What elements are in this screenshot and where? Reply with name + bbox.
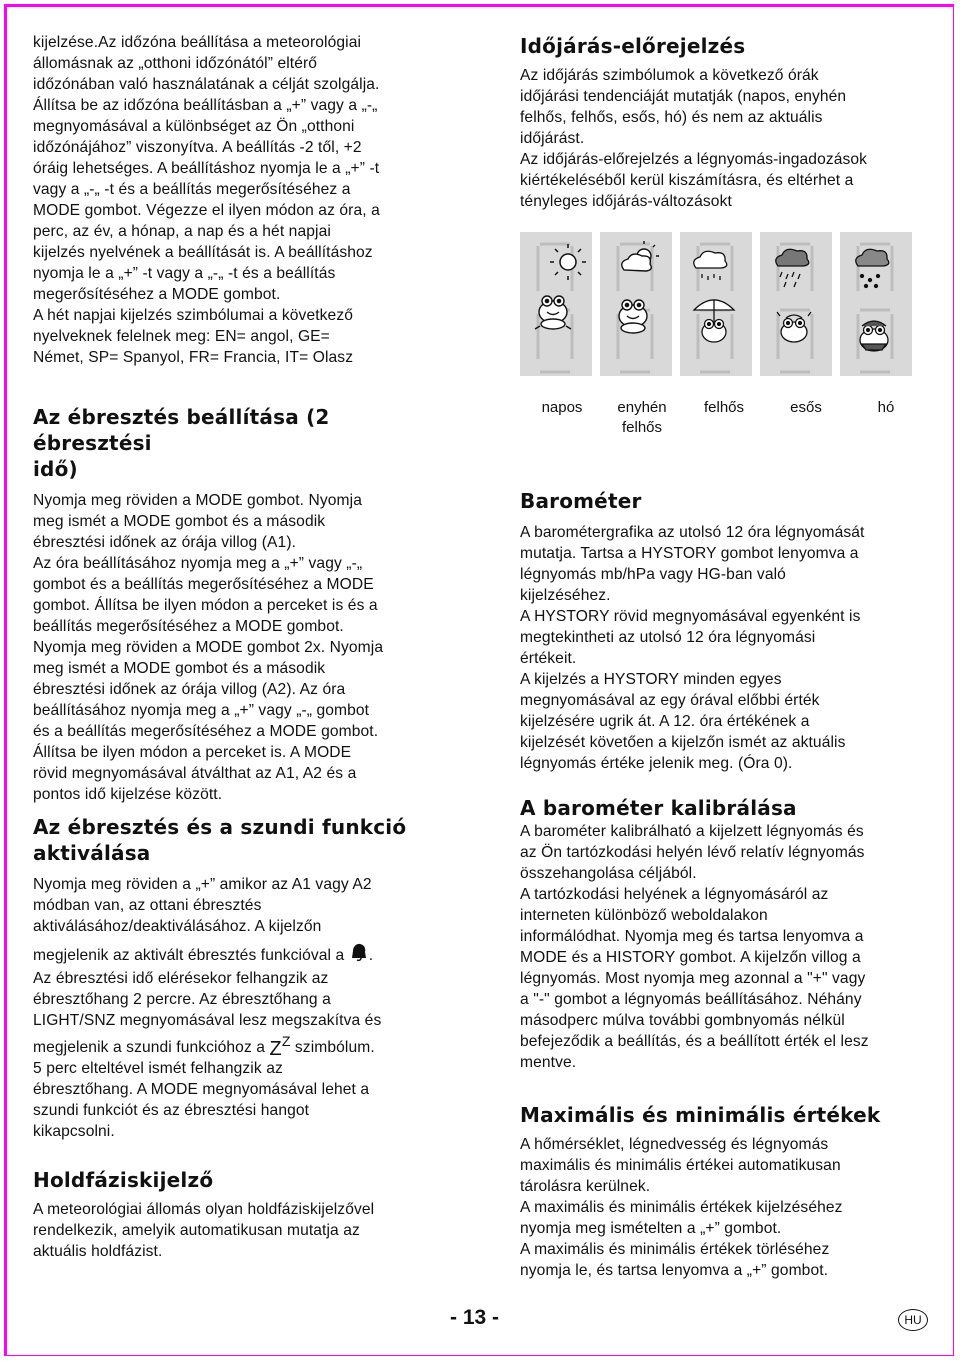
minmax-section bbox=[520, 1102, 940, 1281]
text-line bbox=[33, 942, 463, 968]
text-line: A barométergrafika az utolsó 12 óra légnyomását bbox=[520, 524, 865, 541]
text-line: befejeződik a beállítás, és a beállított érték el lesz bbox=[520, 1033, 869, 1050]
text-line: Az időjárás szimbólumok a következő órák bbox=[520, 67, 819, 84]
weather-label-line: enyhén bbox=[617, 399, 667, 416]
text-line: MODE és a HISTORY gombot. A kijelzőn villog a bbox=[520, 949, 861, 966]
text-line: ébresztési időnek az órája villog (A2). Az óra bbox=[33, 681, 346, 698]
text-line: megnyomásával az egy órával előbbi érték bbox=[520, 692, 820, 709]
weather-label: hó bbox=[877, 399, 895, 416]
language-badge: HU bbox=[898, 1309, 928, 1331]
calibration-heading: A barométer kalibrálása bbox=[520, 796, 797, 820]
heading-line: Az ébresztés és a szundi funkció bbox=[33, 815, 407, 839]
moon-heading: Holdfáziskijelző bbox=[33, 1168, 214, 1192]
snooze-section bbox=[33, 814, 463, 1142]
text-line: Az ébresztési idő elérésekor felhangzik az bbox=[33, 970, 329, 987]
text-line: mutatja. Tartsa a HYSTORY gombot lenyomva a bbox=[520, 545, 859, 562]
text-line: Az időjárás-előrejelzés a légnyomás-ingadozások bbox=[520, 151, 868, 168]
barometer-section bbox=[520, 488, 940, 774]
alarm-section bbox=[33, 404, 453, 805]
forecast-heading: Időjárás-előrejelzés bbox=[520, 34, 746, 58]
text-line: gombot és a beállítás megerősítéséhez a MODE bbox=[33, 576, 374, 593]
intro-paragraph bbox=[33, 32, 453, 368]
text-line: ébresztőhang 2 percre. Az ébresztőhang a bbox=[33, 991, 331, 1008]
z-large: Z bbox=[269, 1038, 282, 1060]
inline-text: szimbólum. bbox=[294, 1039, 375, 1056]
text-line: időzónában való használatának a célját szolgálja. bbox=[33, 76, 380, 93]
text-line: nyelveknek felelnek meg: EN= angol, GE= bbox=[33, 328, 330, 345]
alarm-heading bbox=[33, 404, 453, 482]
text-line: meg ismét a MODE gombot és a második bbox=[33, 660, 326, 677]
text-line: ébresztési időnek az órája villog (A1). bbox=[33, 534, 297, 551]
text-line: megnyomásával a különbséget az Ön „otthoni bbox=[33, 118, 355, 135]
text-line: a "-" gombot a légnyomás beállításához. Néhány bbox=[520, 991, 862, 1008]
text-line: aktiválásához/deaktiválásához. A kijelzőn bbox=[33, 918, 322, 935]
inline-text: . bbox=[368, 947, 374, 964]
text-line bbox=[33, 1033, 463, 1060]
text-line: Állítsa be ilyen módon a perceket is. A MODE bbox=[33, 744, 352, 761]
text-line: kijelzéséhez. bbox=[520, 587, 611, 604]
text-line: rövid megnyomásával átválthat az A1, A2 és a bbox=[33, 765, 357, 782]
text-line: meg ismét a MODE gombot és a második bbox=[33, 513, 326, 530]
text-line: A tartózkodási helyének a légnyomásáról az bbox=[520, 886, 829, 903]
text-line: kikapcsolni. bbox=[33, 1123, 115, 1140]
heading-line: Az ébresztés beállítása (2 ébresztési bbox=[33, 405, 330, 455]
text-line: beállításához nyomja meg a „+” vagy „-„ gombot bbox=[33, 702, 370, 719]
text-line: kijelzés nyelvének a beállítását is. A beállításhoz bbox=[33, 244, 373, 261]
text-line: kijelzése.Az időzóna beállítása a meteorológiai bbox=[33, 34, 362, 51]
text-line: tényleges időjárás-változásokt bbox=[520, 193, 732, 210]
moon-section bbox=[33, 1167, 453, 1262]
text-line: Nyomja meg röviden a „+” amikor az A1 vagy A2 bbox=[33, 876, 372, 893]
text-line: nyomja meg ismételten a „+” gombot. bbox=[520, 1220, 782, 1237]
z-small: Z bbox=[281, 1033, 291, 1049]
text-line: A meteorológiai állomás olyan holdfáziskijelzővel bbox=[33, 1201, 375, 1218]
text-line: időjárást. bbox=[520, 130, 585, 147]
text-line: MODE gombot. Végezze el ilyen módon az óra, a bbox=[33, 202, 380, 219]
cloudy-frog-icon bbox=[680, 232, 752, 376]
text-line: maximális és minimális értékei automatikusan bbox=[520, 1157, 841, 1174]
snow-frog-icon bbox=[840, 232, 912, 376]
text-line: Állítsa be az időzóna beállításban a „+” vagy a „-„ bbox=[33, 97, 378, 114]
weather-label: esős bbox=[790, 399, 822, 416]
partly-cloudy-frog-icon bbox=[600, 232, 672, 376]
text-line: és a beállítás megerősítéséhez a MODE gombot. bbox=[33, 723, 379, 740]
text-line: összehangolása céljából. bbox=[520, 865, 697, 882]
text-line: tárolásra kerülnek. bbox=[520, 1178, 651, 1195]
text-line: perc, az év, a hónap, a nap és a hét napjai bbox=[33, 223, 331, 240]
text-line: kijelzésére ugrik át. A 12. óra értékének a bbox=[520, 713, 810, 730]
weather-label: napos bbox=[541, 399, 583, 416]
text-line: mentve. bbox=[520, 1054, 577, 1071]
page-number: - 13 - bbox=[450, 1306, 500, 1329]
text-line: A hét napjai kijelzés szimbólumai a következő bbox=[33, 307, 353, 324]
text-line: időzónájához” viszonyítva. A beállítás -2 től, +2 bbox=[33, 139, 362, 156]
text-line: pontos idő kijelzése között. bbox=[33, 786, 223, 803]
text-line: A hőmérséklet, légnedvesség és légnyomás bbox=[520, 1136, 829, 1153]
inline-text: megjelenik a szundi funkcióhoz a bbox=[33, 1039, 266, 1056]
weather-label: felhős bbox=[703, 399, 745, 416]
text-line: kijelzését követően a kijelzőn ismét az aktuális bbox=[520, 734, 846, 751]
text-line: LIGHT/SNZ megnyomásával lesz megszakítva és bbox=[33, 1012, 382, 1029]
weather-label-line: felhős bbox=[621, 419, 663, 436]
text-line: másodperc múlva további gombnyomás nélkül bbox=[520, 1012, 845, 1029]
text-line: beállítás megerősítéséhez a MODE gombot. bbox=[33, 618, 344, 635]
text-line: vagy a „-„ -t és a beállítás megerősítéséhez a bbox=[33, 181, 351, 198]
weather-label bbox=[610, 398, 674, 438]
forecast-section bbox=[520, 33, 930, 212]
heading-line: aktiválása bbox=[33, 841, 151, 865]
text-line: időjárási tendenciáját mutatják (napos, enyhén bbox=[520, 88, 847, 105]
text-line: nyomja le, és tartsa lenyomva a „+” gombot. bbox=[520, 1262, 829, 1279]
text-line: A barométer kalibrálható a kijelzett légnyomás és bbox=[520, 823, 864, 840]
text-line: Nyomja meg röviden a MODE gombot. Nyomja bbox=[33, 492, 362, 509]
text-line: légnyomás. Most nyomja meg azonnal a "+" vagy bbox=[520, 970, 866, 987]
snooze-heading bbox=[33, 814, 463, 866]
text-line: informálódhat. Nyomja meg és tartsa lenyomva a bbox=[520, 928, 864, 945]
text-line: Német, SP= Spanyol, FR= Francia, IT= Olasz bbox=[33, 349, 354, 366]
text-line: légnyomás mb/hPa vagy HG-ban való bbox=[520, 566, 786, 583]
text-line: értékeit. bbox=[520, 650, 577, 667]
rain-frog-icon bbox=[760, 232, 832, 376]
text-line: aktuális holdfázist. bbox=[33, 1243, 163, 1260]
text-line: az Ön tartózkodási helyén lévő relatív légnyomás bbox=[520, 844, 865, 861]
snooze-zz-symbol bbox=[269, 1033, 291, 1060]
minmax-heading: Maximális és minimális értékek bbox=[520, 1103, 881, 1127]
text-line: A maximális és minimális értékek törléséhez bbox=[520, 1241, 830, 1258]
text-line: állomásnak az „otthoni időzónától” eltérő bbox=[33, 55, 318, 72]
calibration-section bbox=[520, 795, 940, 1073]
text-line: A kijelzés a HYSTORY minden egyes bbox=[520, 671, 782, 688]
text-line: ébresztőhang. A MODE megnyomásával lehet a bbox=[33, 1081, 370, 1098]
text-line: szundi funkciót és az ébresztési hangot bbox=[33, 1102, 310, 1119]
text-line: Nyomja meg röviden a MODE gombot 2x. Nyomja bbox=[33, 639, 384, 656]
heading-line: idő) bbox=[33, 457, 78, 481]
text-line: rendelkezik, amelyik automatikusan mutatja az bbox=[33, 1222, 360, 1239]
weather-forecast-panels bbox=[520, 232, 912, 376]
text-line: felhős, felhős, esős, hó) és nem az aktuális bbox=[520, 109, 823, 126]
text-line: interneten különböző weboldalakon bbox=[520, 907, 768, 924]
text-line: A maximális és minimális értékek kijelzéséhez bbox=[520, 1199, 843, 1216]
inline-text: megjelenik az aktivált ébresztés funkcióval a bbox=[33, 947, 345, 964]
text-line: légnyomás értéke jelenik meg. (Óra 0). bbox=[520, 755, 793, 772]
text-line: gombot. Állítsa be ilyen módon a perceket is és a bbox=[33, 597, 378, 614]
barometer-heading: Barométer bbox=[520, 489, 642, 513]
text-line: óráig lehetséges. A beállításhoz nyomja le a „+” -t bbox=[33, 160, 380, 177]
text-line: kiértékeléséből kerül kiszámításra, és eltérhet a bbox=[520, 172, 854, 189]
sunny-frog-icon bbox=[520, 232, 592, 376]
text-line: módban van, az ottani ébresztés bbox=[33, 897, 262, 914]
bell-icon bbox=[349, 942, 369, 968]
text-line: Az óra beállításához nyomja meg a „+” vagy „-„ bbox=[33, 555, 363, 572]
text-line: A HYSTORY rövid megnyomásával egyenként is bbox=[520, 608, 861, 625]
text-line: 5 perc elteltével ismét felhangzik az bbox=[33, 1060, 283, 1077]
text-line: megerősítéséhez a MODE gombot. bbox=[33, 286, 281, 303]
text-line: megtekintheti az utolsó 12 óra légnyomási bbox=[520, 629, 816, 646]
text-line: nyomja le a „+” -t vagy a „-„ -t és a beállítás bbox=[33, 265, 336, 282]
